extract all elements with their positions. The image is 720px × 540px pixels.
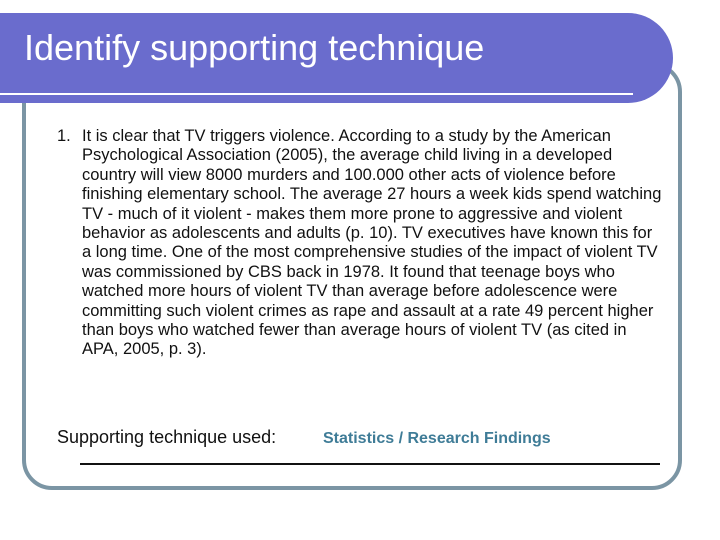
numbered-item bbox=[57, 127, 662, 360]
supporting-technique-label: Supporting technique used: bbox=[57, 427, 277, 447]
slide-title: Identify supporting technique bbox=[24, 27, 485, 68]
item-number: 1. bbox=[57, 127, 71, 145]
supporting-technique-answer: Statistics / Research Findings bbox=[323, 430, 551, 447]
item-paragraph: It is clear that TV triggers violence. According to a study by the American Psychological Association (2005), the average child living in a developed country will view 8000 murders and 100.000 other acts of violence before finishing elementary school. The average 27 hours a week kids spend watching TV - much of it violent - makes them more prone to aggressive and violent behavior as adolescents and adults (p. 10). TV executives have known this for a long time. One of the most comprehensive studies of the impact of violent TV was commissioned by CBS back in 1978. It found that teenage boys who watched more hours of violent TV than average before adolescence were committing such violent crimes as rape and assault at a rate 49 percent higher than boys who watched fewer than average hours of violent TV (as cited in APA, 2005, p. 3). bbox=[82, 127, 662, 359]
answer-underline bbox=[80, 463, 660, 465]
